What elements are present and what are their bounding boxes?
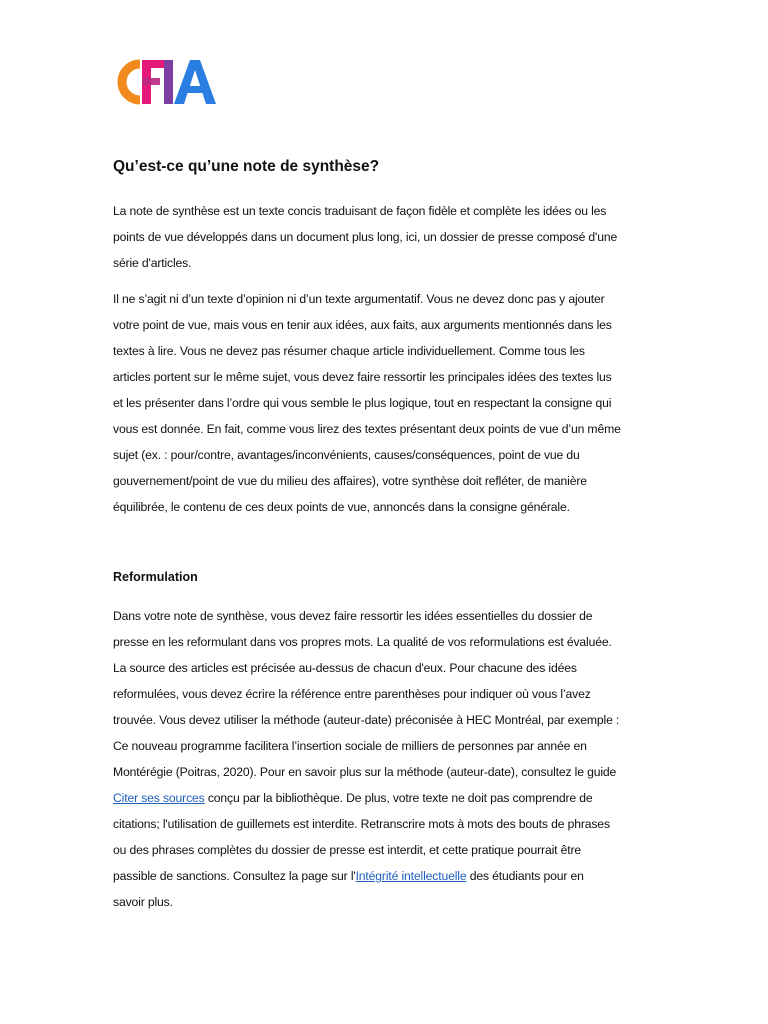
paragraph-2-line-6: vous est donnée. En fait, comme vous lirez des textes présentant deux points de vue d’un même bbox=[113, 422, 621, 436]
paragraph-2-line-4: articles portent sur le même sujet, vous devez faire ressortir les principales idées des textes lus bbox=[113, 370, 612, 384]
paragraph-3-line-1: Dans votre note de synthèse, vous devez faire ressortir les idées essentielles du dossier de bbox=[113, 609, 593, 623]
paragraph-3-line-8 bbox=[113, 790, 593, 806]
logo-letter-a-bar bbox=[185, 86, 205, 93]
paragraph-2-line-3: textes à lire. Vous ne devez pas résumer chaque article individuellement. Comme tous les bbox=[113, 344, 585, 358]
logo-letter-a bbox=[174, 60, 216, 104]
paragraph-3-line-9: citations; l'utilisation de guillemets est interdite. Retranscrire mots à mots des bouts de phrases bbox=[113, 817, 610, 831]
paragraph-2-line-7: sujet (ex. : pour/contre, avantages/inconvénients, causes/conséquences, point de vue du bbox=[113, 448, 580, 462]
integrite-intellectuelle-link[interactable]: Intégrité intellectuelle bbox=[355, 869, 467, 883]
paragraph-3-line-5: trouvée. Vous devez utiliser la méthode (auteur-date) préconisée à HEC Montréal, par exemple : bbox=[113, 713, 620, 727]
paragraph-2-line-1: Il ne s’agit ni d’un texte d’opinion ni d’un texte argumentatif. Vous ne devez donc pas y ajouter bbox=[113, 292, 605, 306]
paragraph-1-line-3: série d'articles. bbox=[113, 256, 192, 270]
paragraph-3-line-10: ou des phrases complètes du dossier de presse est interdit, et cette pratique pourrait être bbox=[113, 843, 582, 857]
paragraph-1-line-1: La note de synthèse est un texte concis traduisant de façon fidèle et complète les idées ou les bbox=[113, 204, 607, 218]
cfia-logo bbox=[114, 56, 218, 108]
paragraph-3-line-11 bbox=[113, 868, 584, 884]
paragraph-3-line-4: reformulées, vous devez écrire la référence entre parenthèses pour indiquer où vous l’avez bbox=[113, 687, 591, 701]
line-11-text-before: passible de sanctions. Consultez la page sur l' bbox=[113, 869, 356, 883]
paragraph-3-line-12: savoir plus. bbox=[113, 895, 173, 909]
paragraph-2-line-8: gouvernement/point de vue du milieu des affaires), votre synthèse doit refléter, de manière bbox=[113, 474, 587, 488]
paragraph-2-line-5: et les présenter dans l’ordre qui vous semble le plus logique, tout en respectant la consigne qui bbox=[113, 396, 612, 410]
logo-letter-i bbox=[164, 60, 173, 104]
section-heading-reformulation: Reformulation bbox=[113, 570, 198, 584]
paragraph-2-line-2: votre point de vue, mais vous en tenir aux idées, aux faits, aux arguments mentionnés dans les bbox=[113, 318, 612, 332]
paragraph-3-line-3: La source des articles est précisée au-dessus de chacun d'eux. Pour chacune des idées bbox=[113, 661, 577, 675]
logo-letter-c bbox=[122, 64, 140, 100]
line-11-text-after: des étudiants pour en bbox=[466, 869, 584, 883]
paragraph-3-line-2: presse en les reformulant dans vos propres mots. La qualité de vos reformulations est évaluée. bbox=[113, 635, 612, 649]
page-title: Qu’est-ce qu’une note de synthèse? bbox=[113, 158, 380, 175]
citer-ses-sources-link[interactable]: Citer ses sources bbox=[113, 791, 205, 805]
paragraph-3-line-7: Montérégie (Poitras, 2020). Pour en savoir plus sur la méthode (auteur-date), consultez le guide bbox=[113, 765, 617, 779]
line-8-text: conçu par la bibliothèque. De plus, votre texte ne doit pas comprendre de bbox=[204, 791, 593, 805]
logo-letter-f-top bbox=[142, 60, 164, 68]
paragraph-2-line-9: équilibrée, le contenu de ces deux points de vue, annoncés dans la consigne générale. bbox=[113, 500, 570, 514]
paragraph-3-line-6: Ce nouveau programme facilitera l’insertion sociale de milliers de personnes par année en bbox=[113, 739, 587, 753]
paragraph-1-line-2: points de vue développés dans un document plus long, ici, un dossier de presse composé d'une bbox=[113, 230, 618, 244]
logo-letter-f-mid bbox=[142, 78, 160, 85]
